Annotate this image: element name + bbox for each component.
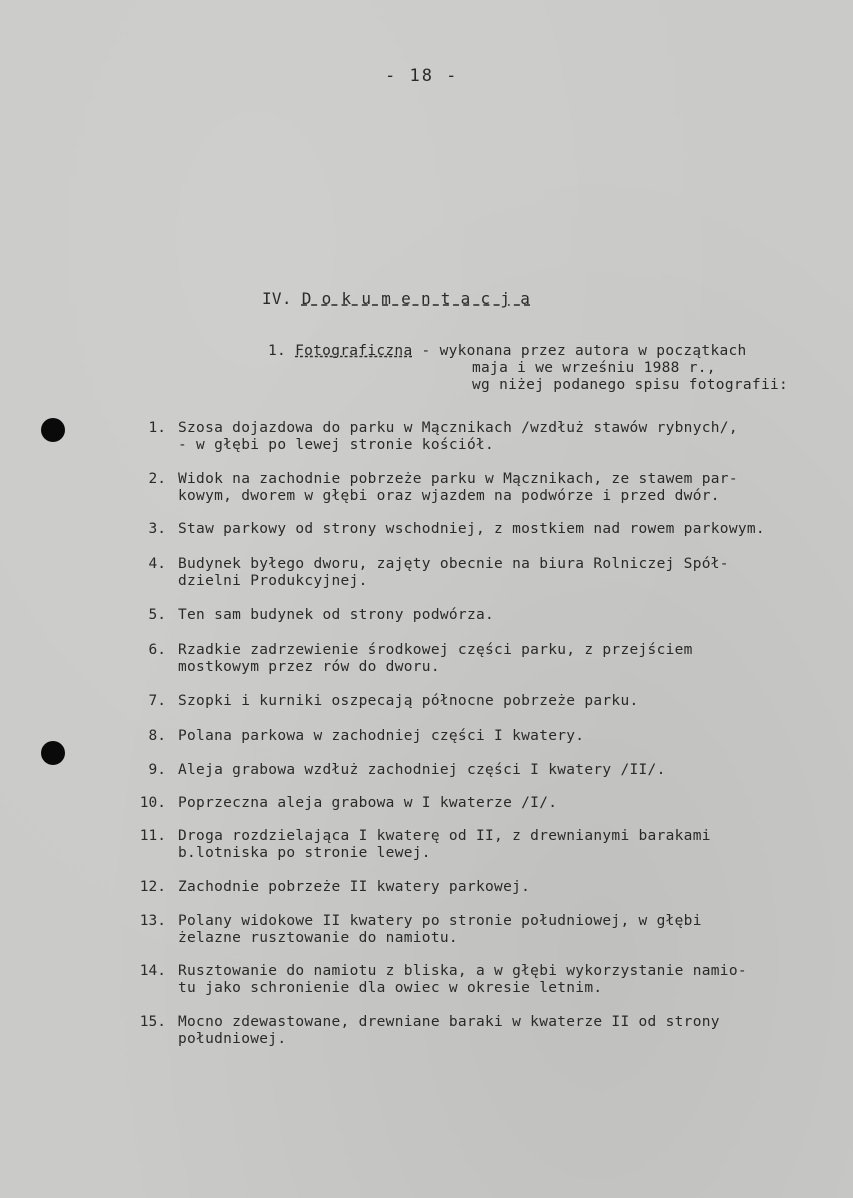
- list-item-text: b.lotniska po stronie lewej.: [178, 845, 431, 861]
- intro-paragraph: [268, 343, 747, 360]
- list-item-text: tu jako schronienie dla owiec w okresie letnim.: [178, 980, 603, 996]
- list-item-number: 7.: [148, 693, 166, 709]
- list-item-text: Staw parkowy od strony wschodniej, z mostkiem nad rowem parkowym.: [178, 521, 765, 537]
- list-item-number: 4.: [148, 556, 166, 572]
- list-item-text: kowym, dworem w głębi oraz wjazdem na podwórze i przed dwór.: [178, 488, 720, 504]
- list-item-text: Aleja grabowa wzdłuż zachodniej części I kwatery /II/.: [178, 762, 666, 778]
- list-item-number: 13.: [139, 913, 166, 929]
- list-item-text: - w głębi po lewej stronie kościół.: [178, 437, 495, 453]
- list-item-text: Szosa dojazdowa do parku w Mącznikach /wzdłuż stawów rybnych/,: [178, 420, 738, 436]
- intro-line3: wg niżej podanego spisu fotografii:: [472, 377, 789, 393]
- list-item-number: 10.: [139, 795, 166, 811]
- list-item-number: 1.: [148, 420, 166, 436]
- section-title: D o k u m e n t a c j a: [301, 289, 531, 308]
- list-item-number: 8.: [148, 728, 166, 744]
- list-item-number: 14.: [139, 963, 166, 979]
- list-item-number: 15.: [139, 1014, 166, 1030]
- list-item-number: 5.: [148, 607, 166, 623]
- list-item-text: Szopki i kurniki oszpecają północne pobrzeże parku.: [178, 693, 639, 709]
- list-item-text: Poprzeczna aleja grabowa w I kwaterze /I/.: [178, 795, 558, 811]
- list-item-number: 11.: [139, 828, 166, 844]
- punch-hole: [41, 741, 65, 765]
- list-item-text: dzielni Produkcyjnej.: [178, 573, 368, 589]
- list-item-number: 9.: [148, 762, 166, 778]
- list-item-text: żelazne rusztowanie do namiotu.: [178, 930, 458, 946]
- list-item-text: Rusztowanie do namiotu z bliska, a w głębi wykorzystanie namio-: [178, 963, 747, 979]
- list-item-text: południowej.: [178, 1031, 287, 1047]
- section-heading: [262, 290, 530, 307]
- intro-line1: - wykonana przez autora w początkach: [412, 343, 747, 359]
- list-item-text: Droga rozdzielająca I kwaterę od II, z drewnianymi barakami: [178, 828, 711, 844]
- list-item-text: Mocno zdewastowane, drewniane baraki w kwaterze II od strony: [178, 1014, 720, 1030]
- section-numeral: IV.: [262, 289, 292, 308]
- list-item-text: Ten sam budynek od strony podwórza.: [178, 607, 495, 623]
- list-item-number: 12.: [139, 879, 166, 895]
- punch-hole: [41, 418, 65, 442]
- list-item-text: Budynek byłego dworu, zajęty obecnie na biura Rolniczej Spół-: [178, 556, 729, 572]
- list-item-text: Polana parkowa w zachodniej części I kwatery.: [178, 728, 585, 744]
- intro-number: 1.: [268, 343, 287, 359]
- page-number: - 18 -: [385, 66, 459, 86]
- list-item-number: 2.: [148, 471, 166, 487]
- list-item-number: 6.: [148, 642, 166, 658]
- list-item-text: Widok na zachodnie pobrzeże parku w Mącznikach, ze stawem par-: [178, 471, 738, 487]
- intro-line2: maja i we wrześniu 1988 r.,: [472, 360, 716, 376]
- intro-underlined: Fotograficzna: [295, 343, 413, 359]
- list-item-text: Zachodnie pobrzeże II kwatery parkowej.: [178, 879, 531, 895]
- list-item-text: mostkowym przez rów do dworu.: [178, 659, 440, 675]
- list-item-number: 3.: [148, 521, 166, 537]
- list-item-text: Rzadkie zadrzewienie środkowej części parku, z przejściem: [178, 642, 693, 658]
- list-item-text: Polany widokowe II kwatery po stronie południowej, w głębi: [178, 913, 702, 929]
